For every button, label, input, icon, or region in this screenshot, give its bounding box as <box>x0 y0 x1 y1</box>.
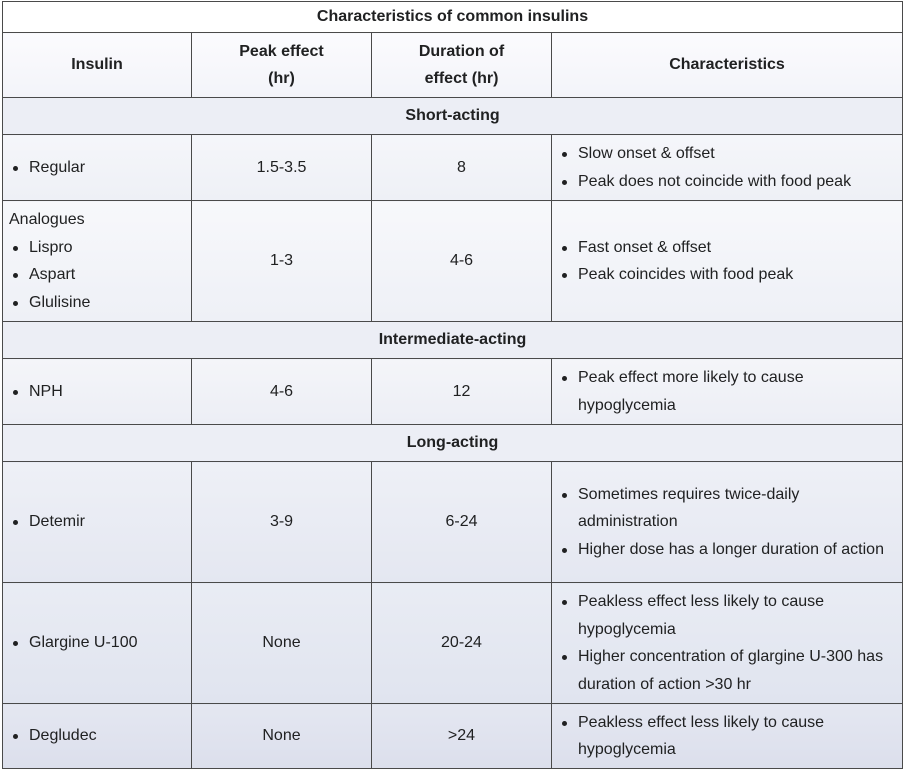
peak-cell: None <box>192 583 372 704</box>
characteristics-cell <box>552 583 903 704</box>
table-row <box>3 201 903 322</box>
characteristics-cell <box>552 704 903 769</box>
characteristic-item: Peak does not coincide with food peak <box>578 168 894 196</box>
characteristics-cell <box>552 359 903 425</box>
insulin-name: Lispro <box>29 234 183 262</box>
caption-row <box>3 2 903 33</box>
table-caption: Characteristics of common insulins <box>3 2 903 33</box>
characteristic-item: Higher dose has a longer duration of action <box>578 536 894 564</box>
characteristic-item: Peakless effect less likely to cause hypoglycemia <box>578 588 894 643</box>
insulin-cell <box>3 201 192 322</box>
peak-cell: 4-6 <box>192 359 372 425</box>
header-duration <box>372 33 552 98</box>
insulin-cell <box>3 583 192 704</box>
characteristics-cell <box>552 462 903 583</box>
section-intermediate-acting: Intermediate-acting <box>3 322 903 359</box>
insulin-name: Degludec <box>29 722 183 750</box>
insulin-cell <box>3 462 192 583</box>
table-row <box>3 704 903 769</box>
insulin-name: Glulisine <box>29 289 183 317</box>
header-duration-line2: effect (hr) <box>424 70 499 87</box>
peak-cell: 1-3 <box>192 201 372 322</box>
peak-cell: 1.5-3.5 <box>192 135 372 201</box>
characteristics-cell <box>552 201 903 322</box>
characteristic-item: Fast onset & offset <box>578 234 894 262</box>
header-row <box>3 33 903 98</box>
header-characteristics: Characteristics <box>552 33 903 98</box>
duration-cell: 4-6 <box>372 201 552 322</box>
table-row <box>3 135 903 201</box>
duration-cell: 12 <box>372 359 552 425</box>
insulin-cell <box>3 359 192 425</box>
insulin-name: NPH <box>29 378 183 406</box>
insulin-cell <box>3 704 192 769</box>
section-row-intermediate <box>3 322 903 359</box>
table-row <box>3 583 903 704</box>
table-row <box>3 462 903 583</box>
insulin-name: Detemir <box>29 508 183 536</box>
characteristic-item: Sometimes requires twice-daily administration <box>578 481 894 536</box>
peak-cell: None <box>192 704 372 769</box>
duration-cell: 8 <box>372 135 552 201</box>
duration-cell: >24 <box>372 704 552 769</box>
duration-cell: 6-24 <box>372 462 552 583</box>
insulin-cell <box>3 135 192 201</box>
section-row-short <box>3 98 903 135</box>
duration-cell: 20-24 <box>372 583 552 704</box>
header-peak-effect <box>192 33 372 98</box>
characteristic-item: Peak effect more likely to cause hypoglycemia <box>578 364 894 419</box>
insulin-name: Glargine U-100 <box>29 629 183 657</box>
header-peak-line1: Peak effect <box>239 42 324 60</box>
analogues-group-label: Analogues <box>9 211 85 228</box>
characteristics-cell <box>552 135 903 201</box>
section-short-acting: Short-acting <box>3 98 903 135</box>
section-long-acting: Long-acting <box>3 425 903 462</box>
peak-cell: 3-9 <box>192 462 372 583</box>
section-row-long <box>3 425 903 462</box>
header-duration-line1: Duration of <box>418 42 505 60</box>
characteristic-item: Higher concentration of glargine U-300 has duration of action >30 hr <box>578 643 894 698</box>
header-insulin: Insulin <box>3 33 192 98</box>
insulin-table <box>2 1 903 769</box>
characteristic-item: Peakless effect less likely to cause hypoglycemia <box>578 709 894 764</box>
header-peak-line2: (hr) <box>268 70 295 87</box>
insulin-name: Regular <box>29 154 183 182</box>
table-row <box>3 359 903 425</box>
characteristic-item: Peak coincides with food peak <box>578 261 894 289</box>
insulin-name: Aspart <box>29 261 183 289</box>
characteristic-item: Slow onset & offset <box>578 140 894 168</box>
